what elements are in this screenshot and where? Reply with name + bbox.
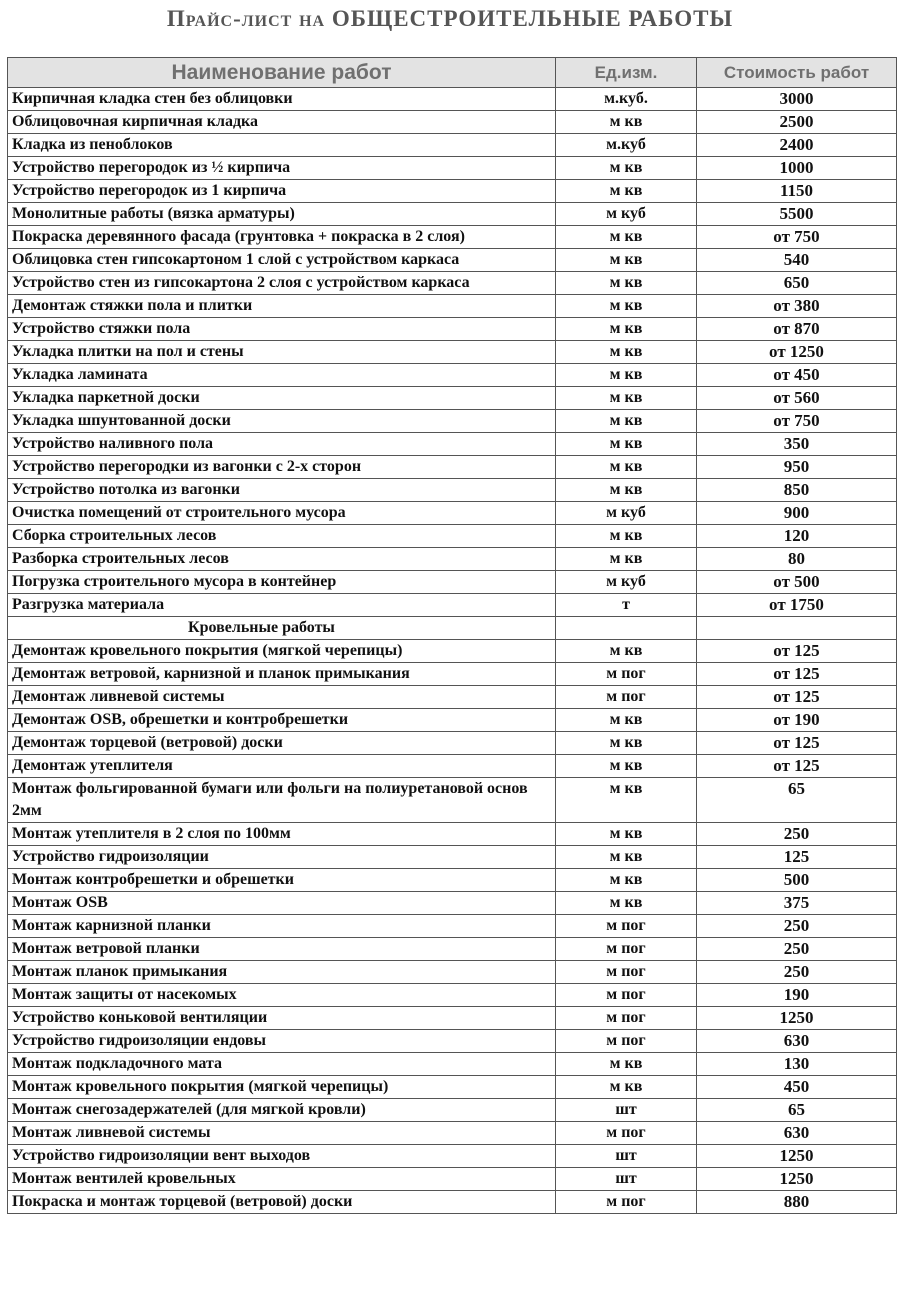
- table-row: [8, 640, 897, 663]
- table-row: [8, 134, 897, 157]
- row-price: 3000: [697, 88, 897, 111]
- header-price: Стоимость работ: [697, 58, 897, 88]
- row-name: Укладка ламината: [8, 364, 556, 387]
- row-unit: т: [556, 594, 697, 617]
- table-row: [8, 226, 897, 249]
- row-unit: м кв: [556, 318, 697, 341]
- row-unit: м кв: [556, 479, 697, 502]
- header-name: Наименование работ: [8, 58, 556, 88]
- row-unit: м пог: [556, 686, 697, 709]
- row-name: Укладка плитки на пол и стены: [8, 341, 556, 364]
- row-price: 1250: [697, 1145, 897, 1168]
- row-name: Устройство перегородок из ½ кирпича: [8, 157, 556, 180]
- row-name: Сборка строительных лесов: [8, 525, 556, 548]
- row-unit: м пог: [556, 915, 697, 938]
- row-name: Облицовочная кирпичная кладка: [8, 111, 556, 134]
- row-price: 125: [697, 846, 897, 869]
- row-name: Кирпичная кладка стен без облицовки: [8, 88, 556, 111]
- row-unit: м кв: [556, 180, 697, 203]
- table-row: [8, 272, 897, 295]
- row-name: Монолитные работы (вязка арматуры): [8, 203, 556, 226]
- page-title: Прайс-лист на ОБЩЕСТРОИТЕЛЬНЫЕ РАБОТЫ: [166, 6, 734, 31]
- row-name: Покраска и монтаж торцевой (ветровой) доски: [8, 1191, 556, 1214]
- row-name: Разборка строительных лесов: [8, 548, 556, 571]
- row-name: Кладка из пеноблоков: [8, 134, 556, 157]
- table-row: [8, 1168, 897, 1191]
- row-unit: м.куб: [556, 134, 697, 157]
- row-price: 1150: [697, 180, 897, 203]
- table-row: [8, 249, 897, 272]
- table-row: [8, 1053, 897, 1076]
- row-name: Монтаж контробрешетки и обрешетки: [8, 869, 556, 892]
- row-unit: м.куб.: [556, 88, 697, 111]
- row-name: Монтаж фольгированной бумаги или фольги на полиуретановой основ 2мм: [8, 778, 556, 823]
- row-name: Укладка шпунтованной доски: [8, 410, 556, 433]
- row-unit: м кв: [556, 869, 697, 892]
- table-row: [8, 892, 897, 915]
- row-name: Демонтаж OSB, обрешетки и контробрешетки: [8, 709, 556, 732]
- row-price: от 125: [697, 686, 897, 709]
- row-name: Демонтаж кровельного покрытия (мягкой черепицы): [8, 640, 556, 663]
- table-row: [8, 387, 897, 410]
- table-row: [8, 479, 897, 502]
- row-name: Монтаж OSB: [8, 892, 556, 915]
- row-price: от 125: [697, 755, 897, 778]
- table-row: [8, 984, 897, 1007]
- row-unit: м кв: [556, 640, 697, 663]
- row-price: 630: [697, 1030, 897, 1053]
- row-price: 850: [697, 479, 897, 502]
- row-price: 2500: [697, 111, 897, 134]
- row-price: 900: [697, 502, 897, 525]
- row-name: Укладка паркетной доски: [8, 387, 556, 410]
- table-row: [8, 732, 897, 755]
- row-price: от 190: [697, 709, 897, 732]
- table-row: [8, 571, 897, 594]
- row-price: 190: [697, 984, 897, 1007]
- row-price: 540: [697, 249, 897, 272]
- row-price: 2400: [697, 134, 897, 157]
- row-price: от 560: [697, 387, 897, 410]
- section-title: Кровельные работы: [8, 617, 556, 640]
- table-row: [8, 823, 897, 846]
- row-unit: м кв: [556, 272, 697, 295]
- row-unit: м кв: [556, 341, 697, 364]
- row-unit: м кв: [556, 709, 697, 732]
- table-row: [8, 1145, 897, 1168]
- row-price: от 1750: [697, 594, 897, 617]
- row-unit: м кв: [556, 1053, 697, 1076]
- table-row: [8, 1007, 897, 1030]
- row-unit: м кв: [556, 387, 697, 410]
- table-row: [8, 88, 897, 111]
- table-row: [8, 318, 897, 341]
- row-price: 880: [697, 1191, 897, 1214]
- row-unit: м кв: [556, 111, 697, 134]
- section-empty-unit: [556, 617, 697, 640]
- row-name: Монтаж утеплителя в 2 слоя по 100мм: [8, 823, 556, 846]
- row-unit: м кв: [556, 548, 697, 571]
- row-price: 500: [697, 869, 897, 892]
- row-name: Устройство гидроизоляции вент выходов: [8, 1145, 556, 1168]
- row-name: Монтаж планок примыкания: [8, 961, 556, 984]
- row-name: Погрузка строительного мусора в контейнер: [8, 571, 556, 594]
- row-name: Устройство коньковой вентиляции: [8, 1007, 556, 1030]
- row-name: Облицовка стен гипсокартоном 1 слой с устройством каркаса: [8, 249, 556, 272]
- row-unit: м кв: [556, 410, 697, 433]
- row-unit: м пог: [556, 1030, 697, 1053]
- table-row: [8, 295, 897, 318]
- row-unit: шт: [556, 1099, 697, 1122]
- row-unit: м пог: [556, 663, 697, 686]
- row-unit: м кв: [556, 846, 697, 869]
- row-unit: м кв: [556, 433, 697, 456]
- row-price: от 125: [697, 640, 897, 663]
- row-unit: м кв: [556, 778, 697, 823]
- row-unit: м пог: [556, 961, 697, 984]
- row-name: Демонтаж торцевой (ветровой) доски: [8, 732, 556, 755]
- row-name: Демонтаж утеплителя: [8, 755, 556, 778]
- row-name: Очистка помещений от строительного мусора: [8, 502, 556, 525]
- table-row: [8, 180, 897, 203]
- row-price: от 125: [697, 663, 897, 686]
- table-row: [8, 709, 897, 732]
- row-price: 950: [697, 456, 897, 479]
- row-name: Демонтаж ливневой системы: [8, 686, 556, 709]
- table-row: [8, 364, 897, 387]
- table-row: [8, 938, 897, 961]
- table-row: [8, 663, 897, 686]
- row-name: Монтаж подкладочного мата: [8, 1053, 556, 1076]
- row-name: Разгрузка материала: [8, 594, 556, 617]
- row-price: 65: [697, 778, 897, 823]
- row-price: 250: [697, 915, 897, 938]
- row-unit: м куб: [556, 571, 697, 594]
- row-price: 375: [697, 892, 897, 915]
- table-row: [8, 203, 897, 226]
- row-unit: м кв: [556, 823, 697, 846]
- row-unit: м кв: [556, 1076, 697, 1099]
- row-name: Покраска деревянного фасада (грунтовка + покраска в 2 слоя): [8, 226, 556, 249]
- row-name: Монтаж защиты от насекомых: [8, 984, 556, 1007]
- row-price: 630: [697, 1122, 897, 1145]
- table-row: [8, 525, 897, 548]
- row-unit: м пог: [556, 1122, 697, 1145]
- table-row: [8, 594, 897, 617]
- row-price: 5500: [697, 203, 897, 226]
- row-price: 120: [697, 525, 897, 548]
- row-unit: м кв: [556, 525, 697, 548]
- row-price: 450: [697, 1076, 897, 1099]
- table-row: [8, 961, 897, 984]
- table-row: [8, 778, 897, 823]
- table-row: [8, 410, 897, 433]
- table-row: [8, 548, 897, 571]
- row-price: от 750: [697, 410, 897, 433]
- row-unit: м кв: [556, 157, 697, 180]
- row-price: от 1250: [697, 341, 897, 364]
- row-unit: м пог: [556, 1191, 697, 1214]
- row-price: 1000: [697, 157, 897, 180]
- section-empty-price: [697, 617, 897, 640]
- price-table: [7, 57, 897, 1214]
- row-price: 650: [697, 272, 897, 295]
- row-name: Демонтаж ветровой, карнизной и планок примыкания: [8, 663, 556, 686]
- table-row: [8, 111, 897, 134]
- table-row: [8, 502, 897, 525]
- row-price: от 870: [697, 318, 897, 341]
- row-unit: м кв: [556, 295, 697, 318]
- row-name: Устройство гидроизоляции ендовы: [8, 1030, 556, 1053]
- row-price: от 380: [697, 295, 897, 318]
- row-name: Устройство перегородки из вагонки с 2-х сторон: [8, 456, 556, 479]
- row-price: 65: [697, 1099, 897, 1122]
- row-name: Монтаж снегозадержателей (для мягкой кровли): [8, 1099, 556, 1122]
- table-header-row: [8, 58, 897, 88]
- row-name: Устройство наливного пола: [8, 433, 556, 456]
- table-row: [8, 686, 897, 709]
- row-price: 250: [697, 823, 897, 846]
- row-unit: м кв: [556, 732, 697, 755]
- row-name: Устройство перегородок из 1 кирпича: [8, 180, 556, 203]
- row-price: 1250: [697, 1168, 897, 1191]
- row-name: Монтаж кровельного покрытия (мягкой черепицы): [8, 1076, 556, 1099]
- row-unit: м кв: [556, 226, 697, 249]
- row-price: 130: [697, 1053, 897, 1076]
- row-unit: м пог: [556, 938, 697, 961]
- row-unit: шт: [556, 1168, 697, 1191]
- row-unit: шт: [556, 1145, 697, 1168]
- row-unit: м кв: [556, 249, 697, 272]
- row-unit: м кв: [556, 755, 697, 778]
- row-name: Устройство потолка из вагонки: [8, 479, 556, 502]
- row-price: 80: [697, 548, 897, 571]
- row-price: 250: [697, 961, 897, 984]
- table-row: [8, 341, 897, 364]
- row-name: Монтаж ливневой системы: [8, 1122, 556, 1145]
- row-price: от 500: [697, 571, 897, 594]
- table-row: [8, 846, 897, 869]
- row-price: от 750: [697, 226, 897, 249]
- row-unit: м пог: [556, 1007, 697, 1030]
- table-row: [8, 1076, 897, 1099]
- row-unit: м кв: [556, 892, 697, 915]
- table-row: [8, 755, 897, 778]
- section-row: [8, 617, 897, 640]
- row-price: от 125: [697, 732, 897, 755]
- table-row: [8, 1191, 897, 1214]
- header-unit: Ед.изм.: [556, 58, 697, 88]
- row-name: Устройство стяжки пола: [8, 318, 556, 341]
- row-unit: м кв: [556, 364, 697, 387]
- table-row: [8, 1030, 897, 1053]
- row-name: Монтаж вентилей кровельных: [8, 1168, 556, 1191]
- row-unit: м кв: [556, 456, 697, 479]
- table-row: [8, 915, 897, 938]
- table-body: [8, 88, 897, 1214]
- table-row: [8, 1099, 897, 1122]
- row-name: Монтаж ветровой планки: [8, 938, 556, 961]
- row-price: от 450: [697, 364, 897, 387]
- table-row: [8, 433, 897, 456]
- row-unit: м куб: [556, 502, 697, 525]
- table-row: [8, 869, 897, 892]
- row-name: Демонтаж стяжки пола и плитки: [8, 295, 556, 318]
- row-name: Устройство гидроизоляции: [8, 846, 556, 869]
- table-row: [8, 456, 897, 479]
- table-row: [8, 1122, 897, 1145]
- row-unit: м пог: [556, 984, 697, 1007]
- row-name: Устройство стен из гипсокартона 2 слоя с устройством каркаса: [8, 272, 556, 295]
- table-row: [8, 157, 897, 180]
- row-unit: м куб: [556, 203, 697, 226]
- row-price: 1250: [697, 1007, 897, 1030]
- row-price: 250: [697, 938, 897, 961]
- row-name: Монтаж карнизной планки: [8, 915, 556, 938]
- row-price: 350: [697, 433, 897, 456]
